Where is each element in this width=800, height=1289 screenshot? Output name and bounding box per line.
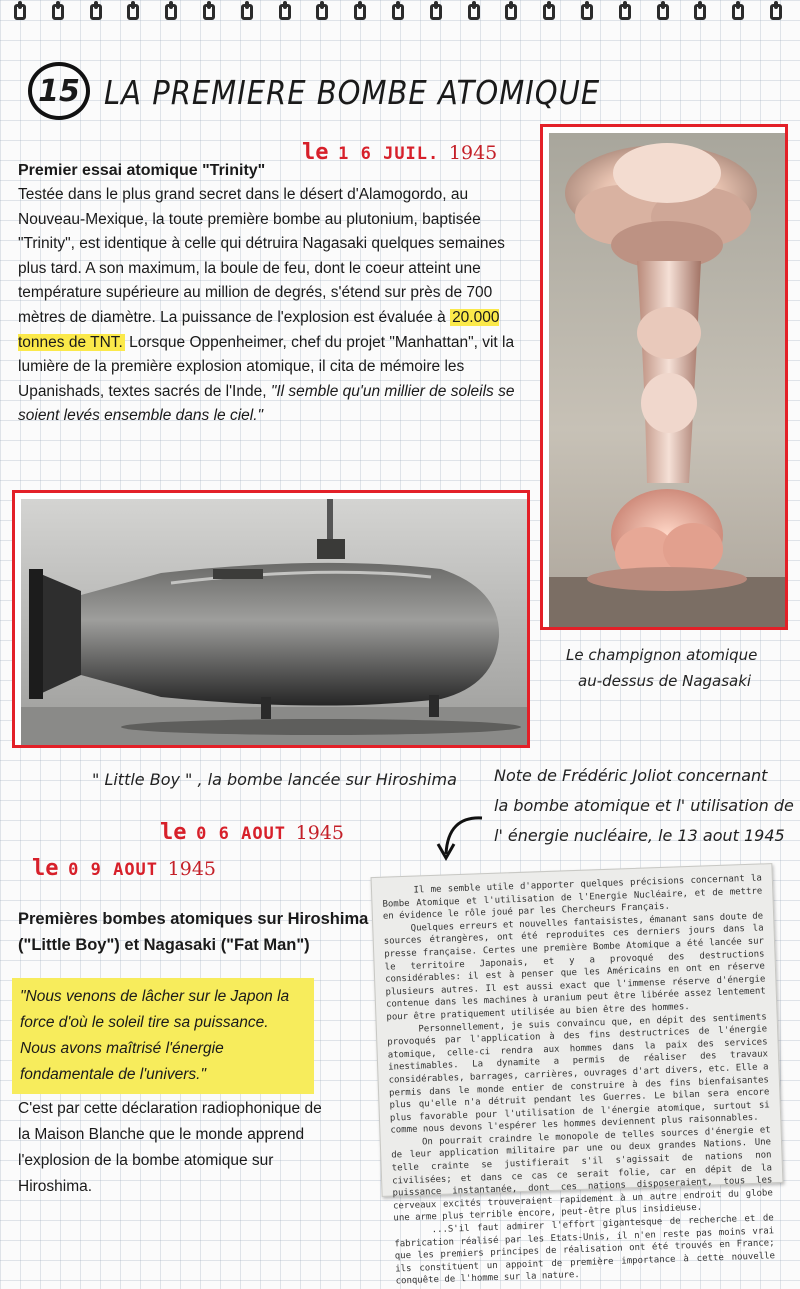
date-stamp-trinity: le 1 6 JUIL. 1945 xyxy=(302,140,498,165)
note-caption-line2: la bombe atomique et l' utilisation de xyxy=(494,796,794,815)
note-caption-line3: l' énergie nucléaire, le 13 aout 1945 xyxy=(494,826,785,845)
binding-ring xyxy=(52,4,64,20)
bombings-closing-text: C'est par cette déclaration radiophonique de la Maison Blanche que le monde apprend l'explosion de la bombe atomique sur Hiroshima. xyxy=(18,1100,322,1195)
page-title: LA PREMIERE BOMBE ATOMIQUE xyxy=(104,74,601,113)
binding-ring xyxy=(505,4,517,20)
tnt-highlight: 20.000 tonnes de TNT. xyxy=(18,308,500,351)
joliot-typed-note xyxy=(371,863,784,1287)
binding-ring xyxy=(770,4,782,20)
binding-ring xyxy=(165,4,177,20)
upanishads-quote: "Il semble qu'un millier de soleils se soient levés ensemble dans le ciel." xyxy=(18,382,515,425)
binding-ring xyxy=(14,4,26,20)
curved-arrow-icon xyxy=(430,806,490,862)
binding-ring xyxy=(581,4,593,20)
binding-ring xyxy=(241,4,253,20)
binding-ring xyxy=(392,4,404,20)
binding-ring xyxy=(127,4,139,20)
notebook-spiral-binding xyxy=(0,0,800,26)
binding-ring xyxy=(203,4,215,20)
mushroom-caption-line1: Le champignon atomique xyxy=(566,646,758,664)
binding-ring xyxy=(657,4,669,20)
little-boy-caption: " Little Boy " , la bombe lancée sur Hiroshima xyxy=(92,770,457,789)
little-boy-photo xyxy=(12,490,530,748)
date-stamp-nagasaki: le 0 9 AOUT 1945 xyxy=(32,856,217,881)
binding-ring xyxy=(732,4,744,20)
binding-ring xyxy=(90,4,102,20)
binding-ring xyxy=(316,4,328,20)
page-number: 15 xyxy=(38,73,80,109)
typed-note-text: Il me semble utile d'apporter quelques précisions concernant la Bombe Atomique et l'utilisation de l'Energie Nucléaire, et de mettre en évidence le rôle joué par les Chercheurs Français. Quelques erreurs et nouvelles fantaisistes, émanant sans doute de sources étrangères, ont été reproduites ces derniers jours dans la presse française. Certes une première Bombe Atomique a été lancée sur le territoire Japonais, et y a provoqué des destructions considérables: il est à penser que les Américains en ont en réserve plusieurs autres. Il est aussi exact que l'immense réserve d'énergie contenue dans les machines à uranium peut être libérée assez lentement pour être pratiquement utilisée au bien être des hommes. Personnellement, je suis convaincu que, en dépit des sentiments provoqués par l'application à des fins destructrices de l'énergie atomique, celle-ci rendra aux hommes dans la paix des services inestimables. La dynamite a permis de réaliser des travaux considérables, barrages, carrières, ouvrages d'art divers, etc. Elle a permis dans le monde entier de construire à des fins bienfaisantes plus qu'elle n'a détruit pendant les Guerres. Le bilan sera encore plus favorable pour l'utilisation de l'énergie atomique, surtout si comme nous devons l'espérer les hommes deviennent plus raisonnables. On pourrait craindre le monopole de telles sources d'énergie et de leur application militaire par une ou deux grandes Nations. Une telle crainte se justifierait s'il s'agissait de nations non civilisées; et dans ce cas ce serait folie, car en dépit de la puissance instantanée, dont ces nations disposeraient, tous les cerveaux excités trouveraient rapidement à un autre endroit du globe une arme plus terrible encore, peut-être plus insidieuse. ...S'il faut admirer l'effort gigantesque de recherche et de fabrication réalisé par les Etats-Unis, il n'en reste pas moins vrai que les premiers principes de réalisation ont été trouvés en France; ils constituent un appoint de première importance à cette nouvelle conquête de l'homme sur la nature. xyxy=(381,873,781,1287)
page-number-badge xyxy=(28,62,90,120)
trinity-body: Testée dans le plus grand secret dans le désert d'Alamogordo, au Nouveau-Mexique, la toute première bombe au plutonium, baptisée "Trinity", est identique à celle qui détruira Nagasaki quelques semaines plus tard. A son maximum, la boule de feu, dont le coeur atteint une température supérieure au million de degrés, s'étend sur près de 700 mètres de diamètre. La puissance de l'explosion est évaluée à 20.000 tonnes de TNT. Lorsque Oppenheimer, chef du projet "Manhattan", vit la lumière de la première explosion atomique, il cita de mémoire les Upanishads, textes sacrés de l'Inde, "Il semble qu'un millier de soleils se soient levés ensemble dans le ciel." xyxy=(18,186,515,425)
binding-ring xyxy=(354,4,366,20)
binding-ring xyxy=(694,4,706,20)
mushroom-caption-line2: au-dessus de Nagasaki xyxy=(578,672,752,690)
white-house-quote: "Nous venons de lâcher sur le Japon la force d'où le soleil tire sa puissance. Nous avons maîtrisé l'énergie fondamentale de l'univers." xyxy=(12,978,314,1094)
trinity-heading: Premier essai atomique "Trinity" xyxy=(18,162,266,179)
mushroom-cloud-photo xyxy=(540,124,788,630)
binding-ring xyxy=(279,4,291,20)
note-caption-line1: Note de Frédéric Joliot concernant xyxy=(494,766,768,785)
binding-ring xyxy=(468,4,480,20)
date-stamp-hiroshima: le 0 6 AOUT 1945 xyxy=(160,820,345,845)
bombings-heading: Premières bombes atomiques sur Hiroshima ("Little Boy") et Nagasaki ("Fat Man") xyxy=(18,910,369,954)
binding-ring xyxy=(543,4,555,20)
binding-ring xyxy=(430,4,442,20)
binding-ring xyxy=(619,4,631,20)
